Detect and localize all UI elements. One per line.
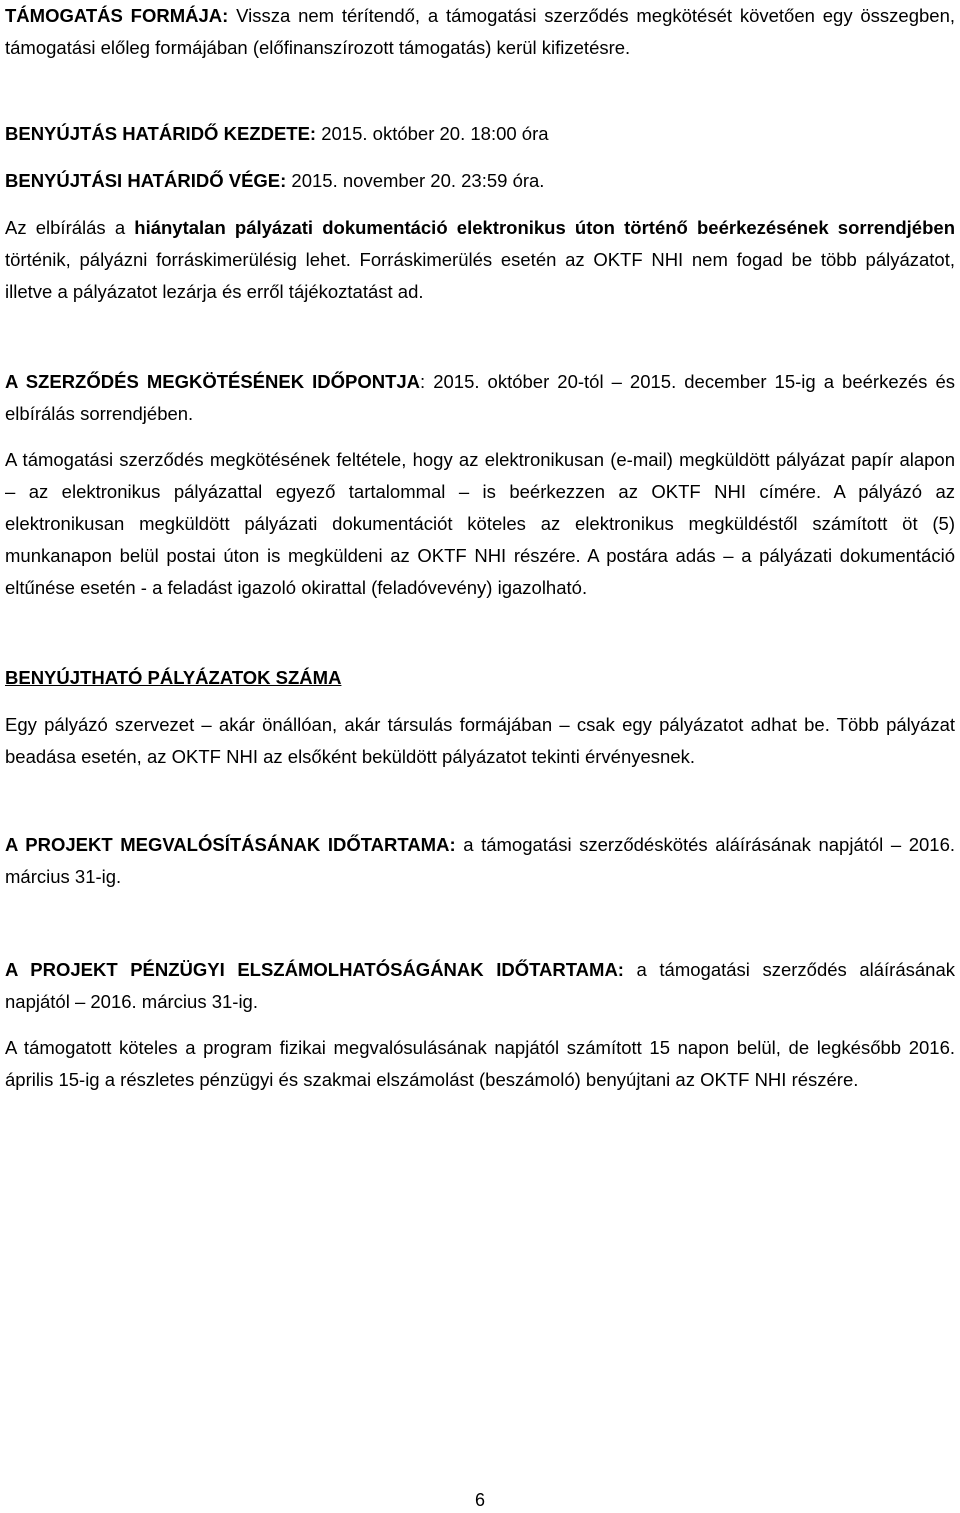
evaluation-paragraph bbox=[5, 212, 955, 308]
support-form-text: Vissza nem térítendő, a támogatási szerződés megkötését követően egy összegben, támogatási előleg formájában (előfinanszírozott támogatás) kerül kifizetésre. bbox=[5, 5, 956, 58]
deadline-end-label: BENYÚJTÁSI HATÁRIDŐ VÉGE: bbox=[5, 170, 287, 191]
financial-duration-label: A PROJEKT PÉNZÜGYI ELSZÁMOLHATÓSÁGÁNAK IDŐTARTAMA: bbox=[5, 959, 624, 980]
contract-date-text: : 2015. október 20-tól – 2015. december 15-ig a beérkezés és elbírálás sorrendjében. bbox=[5, 371, 955, 424]
report-paragraph: A támogatott köteles a program fizikai megvalósulásának napjától számított 15 napon belül, de legkésőbb 2016. április 15-ig a részletes pénzügyi és szakmai elszámolást (beszámoló) benyújtani az OKTF NHI részére. bbox=[5, 1037, 955, 1090]
contract-date-label: A SZERZŐDÉS MEGKÖTÉSÉNEK IDŐPONTJA bbox=[5, 371, 421, 392]
support-form-label: TÁMOGATÁS FORMÁJA: bbox=[5, 5, 229, 26]
deadline-end-line bbox=[5, 165, 955, 197]
application-count-paragraph: Egy pályázó szervezet – akár önállóan, akár társulás formájában – csak egy pályázatot adhat be. Több pályázat beadása esetén, az OKTF NHI az elsőként beküldött pályázatot tekinti érvényesnek. bbox=[5, 714, 955, 767]
deadline-start-line bbox=[5, 118, 955, 150]
evaluation-text-2: történik, pályázni forráskimerülésig lehet. Forráskimerülés esetén az OKTF NHI nem fogad be több pályázatot, illetve a pályázatot lezárja és erről tájékoztatást ad. bbox=[5, 249, 955, 302]
deadline-start-text: 2015. október 20. 18:00 óra bbox=[316, 123, 549, 144]
evaluation-bold-text: hiánytalan pályázati dokumentáció elektronikus úton történő beérkezésének sorrendjében bbox=[134, 217, 955, 238]
project-duration-label: A PROJEKT MEGVALÓSÍTÁSÁNAK IDŐTARTAMA: bbox=[5, 834, 456, 855]
page-number: 6 bbox=[474, 1490, 485, 1510]
contract-condition-paragraph: A támogatási szerződés megkötésének feltétele, hogy az elektronikusan (e-mail) megküldött pályázat papír alapon – az elektronikus pályázattal egyező tartalommal – is beérkezzen az OKTF NHI címére. A pályázó az elektronikusan megküldött pályázati dokumentációt köteles az elektronikus megküldéstől számított öt (5) munkanapon belül postai úton is megküldeni az OKTF NHI részére. A postára adás – a pályázati dokumentáció eltűnése esetén - a feladást igazoló okirattal (feladóvevény) igazolható. bbox=[5, 449, 955, 598]
project-duration-text: a támogatási szerződéskötés aláírásának napjától – 2016. március 31-ig. bbox=[5, 834, 956, 887]
financial-duration-text: a támogatási szerződés aláírásának napjától – 2016. március 31-ig. bbox=[5, 959, 955, 1012]
deadline-start-label: BENYÚJTÁS HATÁRIDŐ KEZDETE: bbox=[5, 123, 317, 144]
contract-date-paragraph bbox=[5, 366, 955, 430]
application-count-heading: BENYÚJTHATÓ PÁLYÁZATOK SZÁMA bbox=[5, 667, 342, 688]
project-duration-paragraph bbox=[5, 829, 955, 893]
financial-duration-paragraph bbox=[5, 954, 955, 1018]
support-form-paragraph bbox=[5, 0, 955, 64]
evaluation-text-1: Az elbírálás a bbox=[5, 217, 135, 238]
deadline-end-text: 2015. november 20. 23:59 óra. bbox=[286, 170, 545, 191]
